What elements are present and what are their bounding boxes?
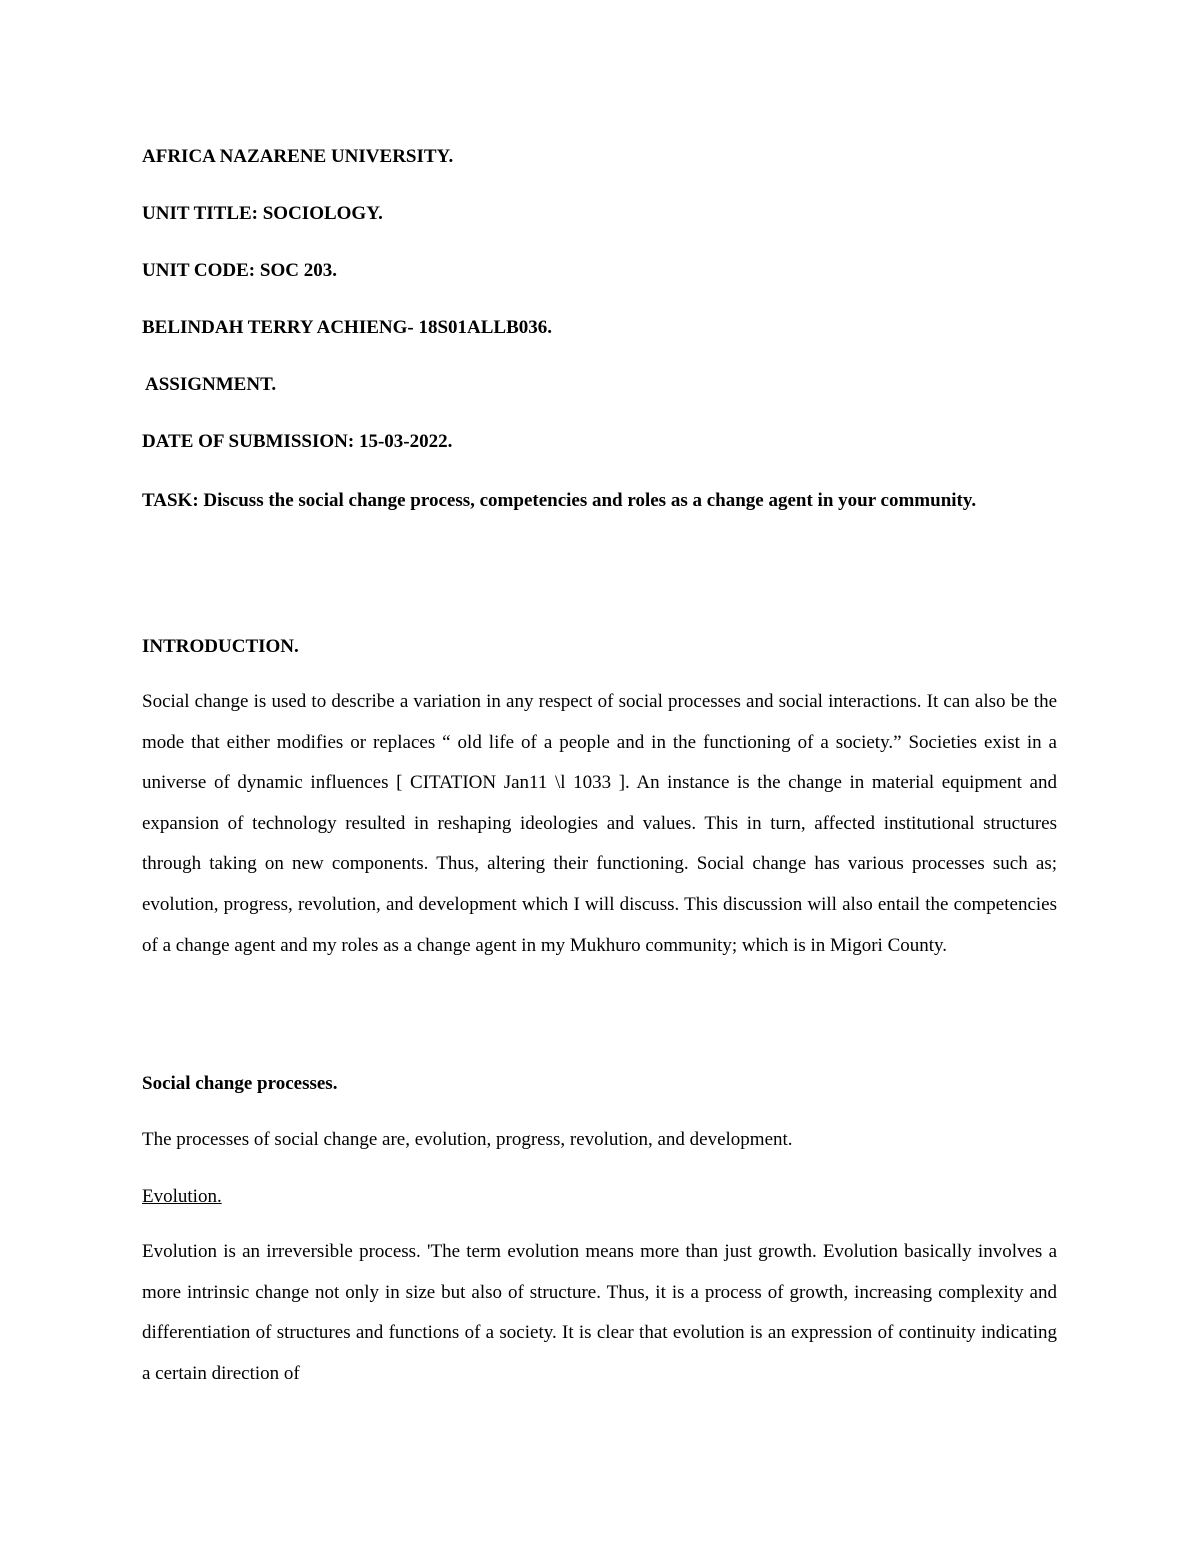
unit-code: UNIT CODE: SOC 203. <box>142 260 337 281</box>
introduction-paragraph: Social change is used to describe a variation in any respect of social processes and social interactions. It can also be the mode that either modifies or replaces “ old life of a people and in the functioning of a society.” Societies exist in a universe of dynamic influences [ CITATION Jan11 \l 1033 ]. An instance is the change in material equipment and expansion of technology resulted in reshaping ideologies and values. This in turn, affected institutional structures through taking on new components. Thus, altering their functioning. Social change has various processes such as; evolution, progress, revolution, and development which I will discuss. This discussion will also entail the competencies of a change agent and my roles as a change agent in my Mukhuro community; which is in Migori County. <box>142 691 1057 956</box>
processes-body <box>142 1122 1057 1158</box>
processes-section <box>142 1066 1057 1102</box>
evolution-heading: Evolution. <box>142 1186 222 1207</box>
assignment-label: ASSIGNMENT. <box>145 374 277 395</box>
student-name-id: BELINDAH TERRY ACHIENG- 18S01ALLB036. <box>142 317 553 338</box>
processes-heading: Social change processes. <box>142 1073 338 1094</box>
submission-date: DATE OF SUBMISSION: 15-03-2022. <box>142 431 453 452</box>
university-name: AFRICA NAZARENE UNIVERSITY. <box>142 146 454 167</box>
introduction-section <box>142 682 1057 966</box>
unit-title: UNIT TITLE: SOCIOLOGY. <box>142 203 383 224</box>
evolution-heading-block <box>142 1179 1057 1215</box>
task-statement: TASK: Discuss the social change process, competencies and roles as a change agent in your community. <box>142 490 977 511</box>
processes-paragraph: The processes of social change are, evolution, progress, revolution, and development. <box>142 1129 793 1150</box>
document-content <box>142 139 1057 1384</box>
evolution-section <box>142 1232 1057 1394</box>
introduction-heading: INTRODUCTION. <box>142 636 299 657</box>
evolution-paragraph: Evolution is an irreversible process. 'The term evolution means more than just growth. Evolution basically involves a more intrinsic change not only in size but also of structure. Thus, it is a process of growth, increasing complexity and differentiation of structures and functions of a society. It is clear that evolution is an expression of continuity indicating a certain direction of <box>142 1241 1057 1384</box>
